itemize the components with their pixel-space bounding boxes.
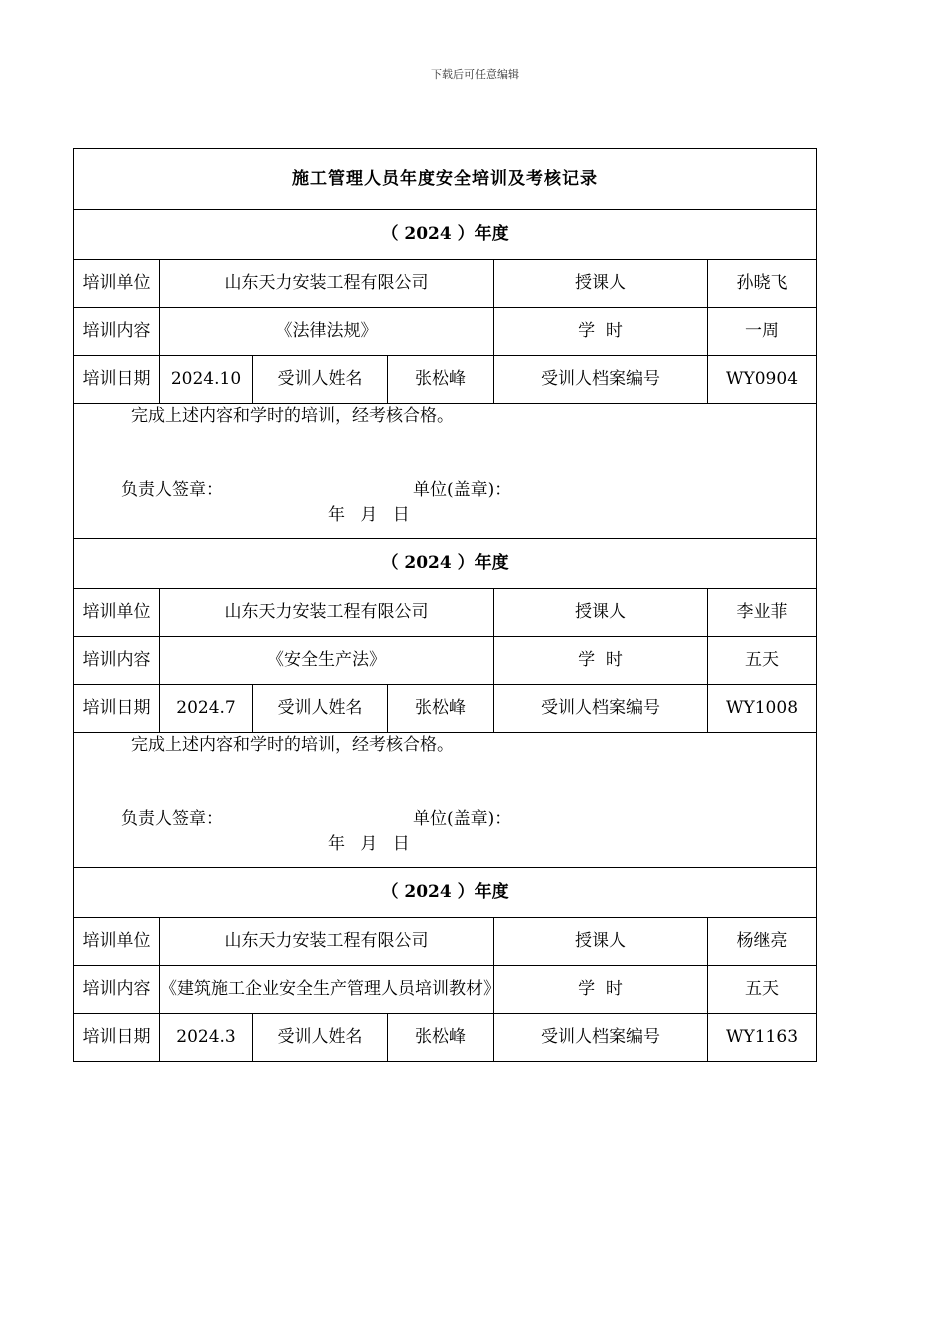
hours-value: 五天	[708, 966, 817, 1014]
lecturer-value: 孙晓飞	[708, 260, 817, 308]
signature-label: 负责人签章：	[121, 809, 223, 829]
hours-label: 学 时	[494, 308, 708, 356]
date-label: 培训日期	[74, 1014, 160, 1062]
unit-label: 培训单位	[74, 260, 160, 308]
hours-label: 学 时	[494, 966, 708, 1014]
archive-no-label: 受训人档案编号	[494, 1014, 708, 1062]
unit-label: 培训单位	[74, 918, 160, 966]
unit-value: 山东天力安装工程有限公司	[160, 918, 494, 966]
hours-value: 一周	[708, 308, 817, 356]
date-value: 2024.3	[160, 1014, 253, 1062]
year-heading: （ 2024 ）年度	[74, 210, 817, 260]
date-value: 2024.7	[160, 685, 253, 733]
content-label: 培训内容	[74, 308, 160, 356]
content-value: 《法律法规》	[160, 308, 494, 356]
header-note: 下载后可任意编辑	[431, 68, 519, 81]
page-title: 施工管理人员年度安全培训及考核记录	[74, 149, 817, 210]
archive-no-value: WY1163	[708, 1014, 817, 1062]
unit-value: 山东天力安装工程有限公司	[160, 589, 494, 637]
completion-block	[74, 733, 817, 868]
content-value: 《安全生产法》	[160, 637, 494, 685]
archive-no-label: 受训人档案编号	[494, 356, 708, 404]
lecturer-value: 杨继亮	[708, 918, 817, 966]
date-label: 培训日期	[74, 356, 160, 404]
hours-value: 五天	[708, 637, 817, 685]
archive-no-label: 受训人档案编号	[494, 685, 708, 733]
date-label: 培训日期	[74, 685, 160, 733]
trainee-name-value: 张松峰	[388, 1014, 494, 1062]
completion-text: 完成上述内容和学时的培训，经考核合格。	[131, 406, 454, 426]
completion-text: 完成上述内容和学时的培训，经考核合格。	[131, 735, 454, 755]
archive-no-value: WY1008	[708, 685, 817, 733]
unit-value: 山东天力安装工程有限公司	[160, 260, 494, 308]
date-line: 年 月 日	[328, 505, 410, 525]
signature-label: 负责人签章：	[121, 480, 223, 500]
year-heading: （ 2024 ）年度	[74, 539, 817, 589]
date-line: 年 月 日	[328, 834, 410, 854]
unit-label: 培训单位	[74, 589, 160, 637]
trainee-name-label: 受训人姓名	[253, 1014, 388, 1062]
training-record-table	[73, 148, 817, 1062]
hours-label: 学 时	[494, 637, 708, 685]
seal-label: 单位(盖章)：	[413, 809, 512, 829]
date-value: 2024.10	[160, 356, 253, 404]
lecturer-value: 李业菲	[708, 589, 817, 637]
archive-no-value: WY0904	[708, 356, 817, 404]
content-value: 《建筑施工企业安全生产管理人员培训教材》	[160, 966, 494, 1014]
content-label: 培训内容	[74, 637, 160, 685]
lecturer-label: 授课人	[494, 589, 708, 637]
trainee-name-label: 受训人姓名	[253, 685, 388, 733]
trainee-name-value: 张松峰	[388, 356, 494, 404]
lecturer-label: 授课人	[494, 918, 708, 966]
content-label: 培训内容	[74, 966, 160, 1014]
trainee-name-value: 张松峰	[388, 685, 494, 733]
trainee-name-label: 受训人姓名	[253, 356, 388, 404]
year-heading: （ 2024 ）年度	[74, 868, 817, 918]
completion-block	[74, 404, 817, 539]
lecturer-label: 授课人	[494, 260, 708, 308]
seal-label: 单位(盖章)：	[413, 480, 512, 500]
